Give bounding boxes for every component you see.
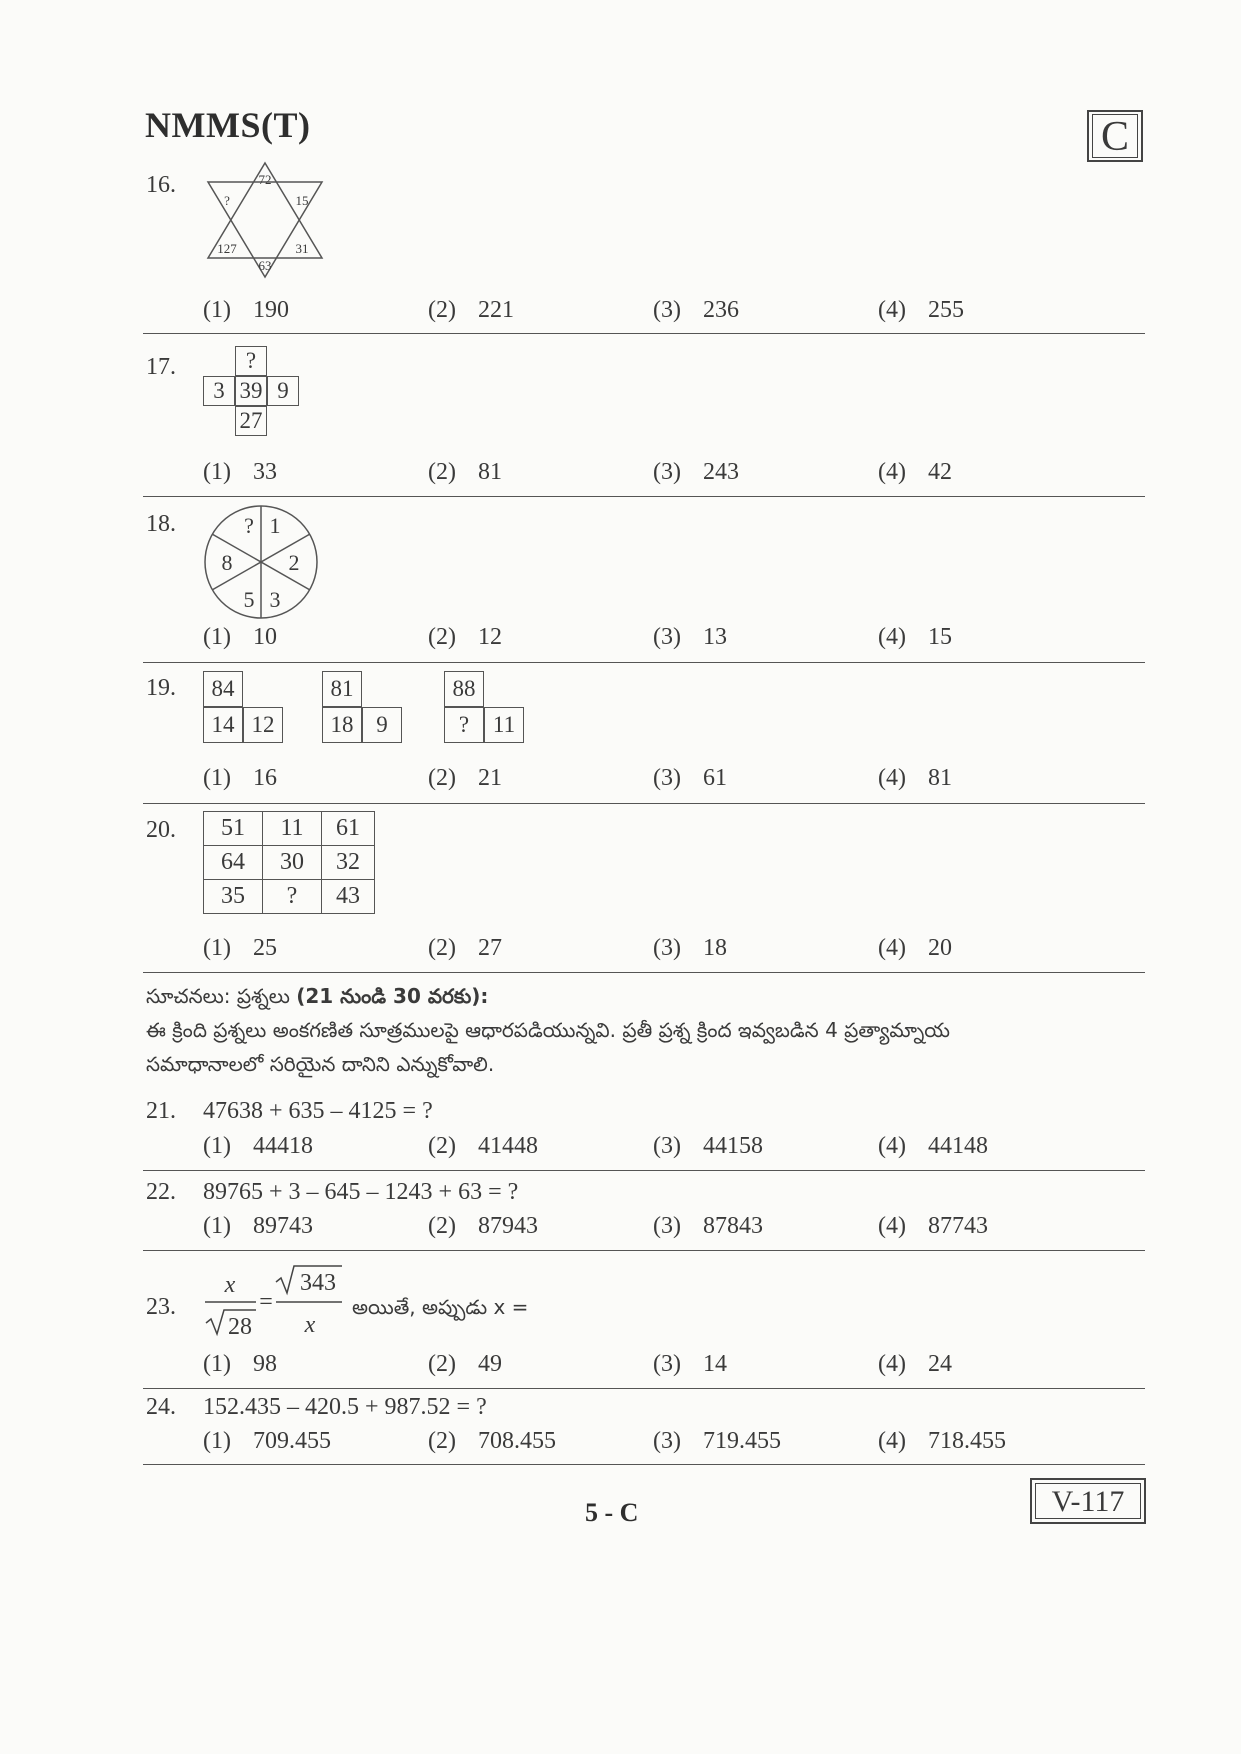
- star-upper-right: 15: [295, 193, 309, 208]
- option-2[interactable]: (2) 81: [428, 459, 502, 485]
- option-3[interactable]: (3) 61: [653, 765, 727, 791]
- set-code-box: [1087, 110, 1143, 162]
- divider: [143, 1388, 1145, 1389]
- booklet-code-box: [1030, 1478, 1146, 1524]
- option-3[interactable]: (3) 44158: [653, 1133, 763, 1159]
- circle-right: 2: [288, 550, 300, 575]
- instructions-heading-text: సూచనలు: ప్రశ్నలు: [146, 984, 297, 1008]
- option-4[interactable]: (4) 87743: [878, 1213, 988, 1239]
- l-figure-1: [203, 671, 285, 753]
- question-number: 23.: [146, 1294, 176, 1320]
- question-expression: 89765 + 3 – 645 – 1243 + 63 = ?: [203, 1179, 519, 1205]
- question-expression: 47638 + 635 – 4125 = ?: [203, 1098, 433, 1124]
- question-number: 17.: [146, 354, 176, 380]
- rhs-denominator: x: [304, 1312, 316, 1338]
- divider: [143, 333, 1145, 334]
- option-4[interactable]: (4) 15: [878, 624, 952, 650]
- star-upper-left: ?: [224, 193, 230, 208]
- l-figure-top: 88: [444, 671, 484, 707]
- option-1[interactable]: (1) 98: [203, 1351, 277, 1377]
- question-number: 18.: [146, 511, 176, 537]
- grid-cell: 11: [263, 812, 322, 846]
- option-4[interactable]: (4) 255: [878, 297, 964, 323]
- grid-cell: 51: [204, 812, 263, 846]
- question-tail: అయితే, అప్పుడు x =: [352, 1295, 529, 1319]
- question-expression: 152.435 – 420.5 + 987.52 = ?: [203, 1394, 487, 1420]
- cross-figure: [203, 346, 299, 438]
- question-number: 24.: [146, 1394, 176, 1420]
- l-figure-top: 81: [322, 671, 362, 707]
- grid-cell: 30: [263, 846, 322, 880]
- l-figure-right: 11: [484, 707, 524, 743]
- option-1[interactable]: (1) 709.455: [203, 1428, 331, 1454]
- grid-cell: 61: [322, 812, 375, 846]
- options-row: [203, 1133, 1103, 1160]
- star-bottom: 63: [258, 258, 272, 273]
- option-4[interactable]: (4) 81: [878, 765, 952, 791]
- l-figure-3: [444, 671, 526, 753]
- question-number: 22.: [146, 1179, 176, 1205]
- star-lower-left: 127: [217, 241, 237, 256]
- divider: [143, 1464, 1145, 1465]
- question-number: 21.: [146, 1098, 176, 1124]
- l-figure-left: 18: [322, 707, 362, 743]
- rhs-numerator: 343: [300, 1270, 336, 1296]
- question-number: 19.: [146, 675, 176, 701]
- option-3[interactable]: (3) 719.455: [653, 1428, 781, 1454]
- divider: [143, 803, 1145, 804]
- option-2[interactable]: (2) 49: [428, 1351, 502, 1377]
- cross-top: ?: [235, 346, 267, 376]
- grid-cell: 35: [204, 880, 263, 914]
- option-3[interactable]: (3) 243: [653, 459, 739, 485]
- options-row: [203, 765, 1103, 792]
- option-4[interactable]: (4) 20: [878, 935, 952, 961]
- options-row: [203, 1351, 1103, 1378]
- page-number: 5 - C: [585, 1498, 639, 1527]
- divider: [143, 972, 1145, 973]
- cross-bottom: 27: [235, 406, 267, 436]
- option-1[interactable]: (1) 190: [203, 297, 289, 323]
- l-figure-left: ?: [444, 707, 484, 743]
- question-number: 16.: [146, 172, 176, 198]
- option-2[interactable]: (2) 12: [428, 624, 502, 650]
- option-3[interactable]: (3) 13: [653, 624, 727, 650]
- instructions-line: సమాధానాలలో సరియైన దానిని ఎన్నుకోవాలి.: [146, 1052, 495, 1076]
- options-row: [203, 935, 1103, 962]
- option-1[interactable]: (1) 44418: [203, 1133, 313, 1159]
- grid-cell: ?: [263, 880, 322, 914]
- option-2[interactable]: (2) 27: [428, 935, 502, 961]
- set-code: C: [1092, 114, 1138, 158]
- page-title: NMMS(T): [145, 105, 311, 145]
- fraction-equation: [200, 1260, 350, 1340]
- option-2[interactable]: (2) 87943: [428, 1213, 538, 1239]
- options-row: [203, 459, 1103, 486]
- star-lower-right: 31: [295, 241, 309, 256]
- options-row: [203, 297, 1103, 324]
- option-2[interactable]: (2) 21: [428, 765, 502, 791]
- circle-top-left: ?: [244, 513, 254, 538]
- question-number: 20.: [146, 817, 176, 843]
- instructions-heading-range: (21 నుండి 30 వరకు):: [296, 984, 489, 1008]
- booklet-code: V-117: [1035, 1483, 1141, 1519]
- options-row: [203, 1213, 1103, 1240]
- option-3[interactable]: (3) 236: [653, 297, 739, 323]
- l-figure-2: [322, 671, 404, 753]
- grid-cell: 64: [204, 846, 263, 880]
- option-1[interactable]: (1) 33: [203, 459, 277, 485]
- star-top: 72: [258, 172, 272, 187]
- grid-row: [204, 812, 375, 846]
- option-3[interactable]: (3) 18: [653, 935, 727, 961]
- star-figure: [200, 160, 330, 280]
- option-3[interactable]: (3) 14: [653, 1351, 727, 1377]
- option-4[interactable]: (4) 718.455: [878, 1428, 1006, 1454]
- option-1[interactable]: (1) 10: [203, 624, 277, 650]
- instructions-line: ఈ క్రింది ప్రశ్నలు అంకగణిత సూత్రములపై ఆధారపడియున్నవి. ప్రతీ ప్రశ్న క్రింద ఇవ్వబడిన 4 ప్రత్యామ్నాయ: [146, 1018, 951, 1042]
- option-2[interactable]: (2) 708.455: [428, 1428, 556, 1454]
- instructions-heading: [146, 984, 1146, 1013]
- divider: [143, 1170, 1145, 1171]
- circle-figure: [200, 503, 322, 621]
- cross-center: 39: [235, 376, 267, 406]
- circle-bottom-left: 5: [243, 587, 255, 612]
- cross-right: 9: [267, 376, 299, 406]
- circle-top-right: 1: [269, 513, 281, 538]
- option-4[interactable]: (4) 42: [878, 459, 952, 485]
- equals-sign: =: [259, 1289, 273, 1315]
- divider: [143, 496, 1145, 497]
- option-1[interactable]: (1) 25: [203, 935, 277, 961]
- cross-left: 3: [203, 376, 235, 406]
- l-figure-left: 14: [203, 707, 243, 743]
- circle-bottom-right: 3: [269, 587, 281, 612]
- option-1[interactable]: (1) 89743: [203, 1213, 313, 1239]
- l-figure-right: 9: [362, 707, 402, 743]
- option-2[interactable]: (2) 221: [428, 297, 514, 323]
- option-2[interactable]: (2) 41448: [428, 1133, 538, 1159]
- divider: [143, 662, 1145, 663]
- options-row: [203, 1428, 1103, 1455]
- circle-left: 8: [221, 550, 233, 575]
- option-4[interactable]: (4) 24: [878, 1351, 952, 1377]
- option-4[interactable]: (4) 44148: [878, 1133, 988, 1159]
- options-row: [203, 624, 1103, 651]
- divider: [143, 1250, 1145, 1251]
- lhs-numerator: x: [224, 1272, 236, 1298]
- grid-row: [204, 880, 375, 914]
- grid-cell: 43: [322, 880, 375, 914]
- l-figure-right: 12: [243, 707, 283, 743]
- grid-cell: 32: [322, 846, 375, 880]
- l-figure-top: 84: [203, 671, 243, 707]
- number-grid: [203, 811, 375, 914]
- option-3[interactable]: (3) 87843: [653, 1213, 763, 1239]
- lhs-denominator: 28: [228, 1314, 252, 1340]
- option-1[interactable]: (1) 16: [203, 765, 277, 791]
- grid-row: [204, 846, 375, 880]
